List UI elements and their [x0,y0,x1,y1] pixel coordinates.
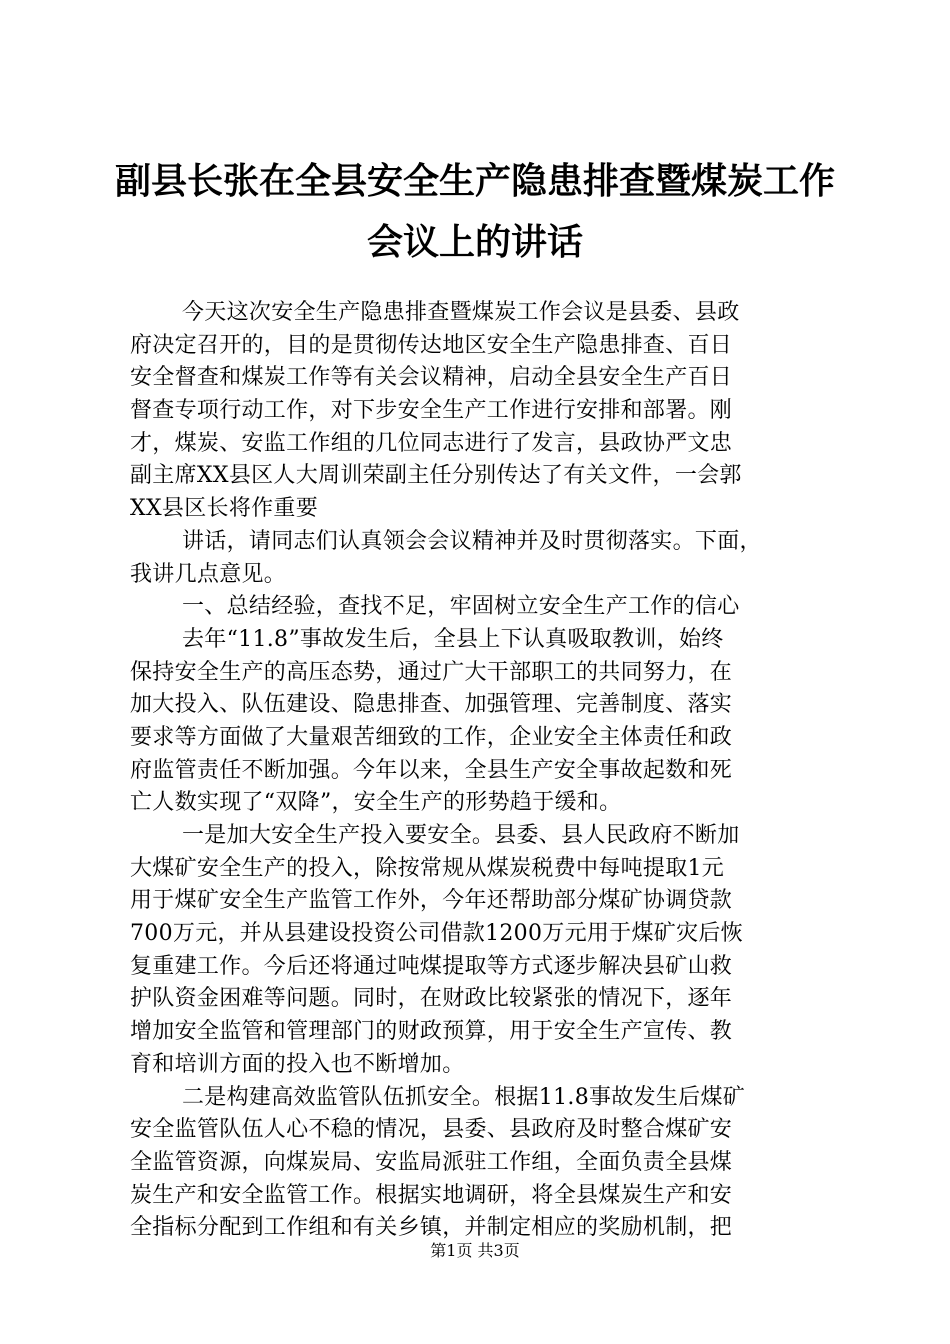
text-line: 府决定召开的，目的是贯彻传达地区安全生产隐患排查、百日 [130,332,733,358]
page-footer: 第1页 共3页 [430,1241,520,1260]
text-line: 用于煤矿安全生产监管工作外，今年还帮助部分煤矿协调贷款 [130,888,733,914]
text-line: 一是加大安全生产投入要安全。县委、县人民政府不断加 [182,823,740,848]
document-title-line-2: 会议上的讲话 [366,222,583,263]
text-line: 育和培训方面的投入也不断增加。 [130,1051,465,1077]
text-line: XX县区长将作重要 [130,496,319,522]
text-line: 加大投入、队伍建设、隐患排查、加强管理、完善制度、落实 [130,692,733,718]
text-line: 全监管资源，向煤炭局、安监局派驻工作组，全面负责全县煤 [130,1149,733,1175]
document-title-line-1: 副县长张在全县安全生产隐患排查暨煤炭工作 [114,161,835,202]
document-body [130,297,830,1245]
text-line: 二是构建高效监管队伍抓安全。根据11.8事故发生后煤矿 [182,1084,746,1110]
text-line: 护队资金困难等问题。同时，在财政比较紧张的情况下，逐年 [130,986,733,1012]
text-line: 安全监管队伍人心不稳的情况，县委、县政府及时整合煤矿安 [130,1117,733,1143]
text-line: 府监管责任不断加强。今年以来，全县生产安全事故起数和死 [130,757,733,783]
text-line: 才，煤炭、安监工作组的几位同志进行了发言，县政协严文忠 [130,430,733,456]
text-line: 增加安全监管和管理部门的财政预算，用于安全生产宣传、教 [130,1019,733,1045]
text-line: 700万元，并从县建设投资公司借款1200万元用于煤矿灾后恢 [130,921,743,947]
text-line: 去年“11.8”事故发生后，全县上下认真吸取教训，始终 [182,626,724,652]
text-line: 全指标分配到工作组和有关乡镇，并制定相应的奖励机制，把 [130,1215,733,1241]
text-line: 亡人数实现了“双降”，安全生产的形势趋于缓和。 [130,790,622,816]
text-line: 副主席XX县区人大周训荣副主任分别传达了有关文件，一会郭 [130,463,742,489]
text-line: 督查专项行动工作，对下步安全生产工作进行安排和部署。刚 [130,398,733,424]
text-line: 大煤矿安全生产的投入，除按常规从煤炭税费中每吨提取1元 [130,855,725,881]
text-line: 炭生产和安全监管工作。根据实地调研，将全县煤炭生产和安 [130,1182,733,1208]
text-line: 我讲几点意见。 [130,561,287,587]
text-line: 一、总结经验，查找不足，牢固树立安全生产工作的信心 [182,594,740,620]
text-line: 保持安全生产的高压态势，通过广大干部职工的共同努力，在 [130,659,733,685]
text-line: 安全督查和煤炭工作等有关会议精神，启动全县安全生产百日 [130,365,733,391]
text-line: 要求等方面做了大量艰苦细致的工作，企业安全主体责任和政 [130,724,733,750]
text-line: 讲话，请同志们认真领会会议精神并及时贯彻落实。下面， [182,528,762,554]
text-line: 复重建工作。今后还将通过吨煤提取等方式逐步解决县矿山救 [130,953,733,979]
text-line: 今天这次安全生产隐患排查暨煤炭工作会议是县委、县政 [182,300,740,325]
